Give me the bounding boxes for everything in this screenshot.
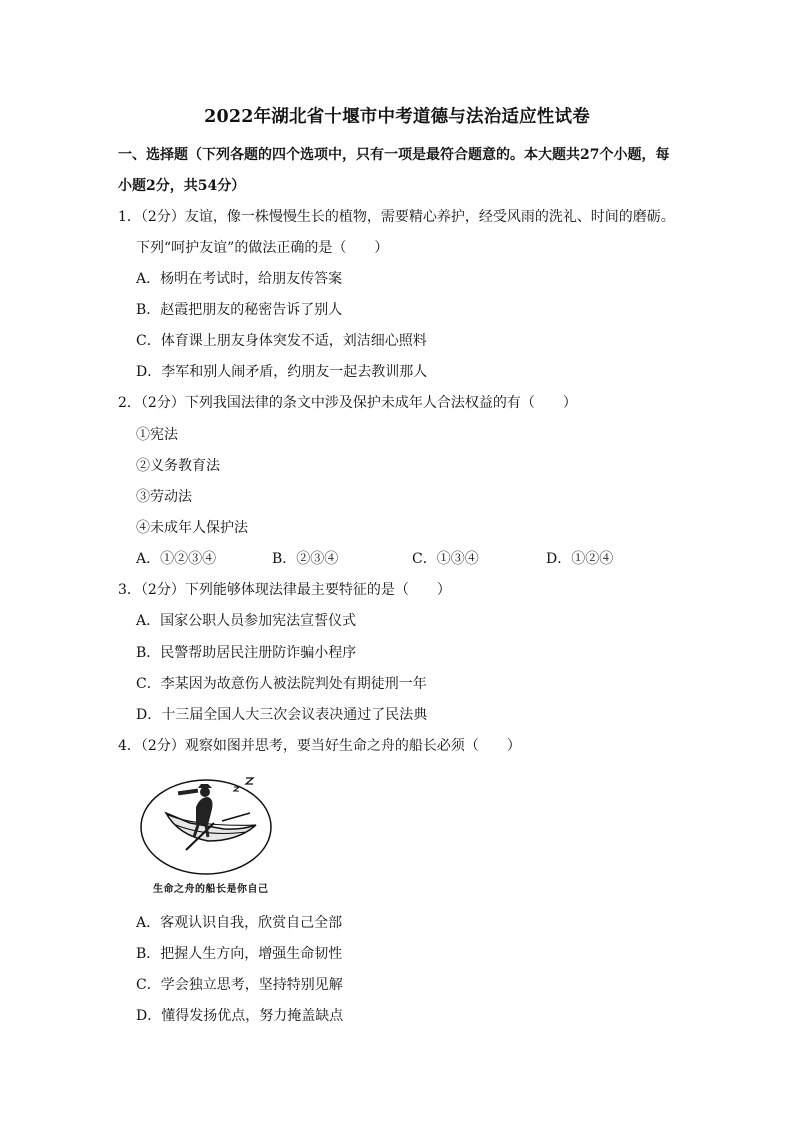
question-1-option-b: B．赵霞把朋友的秘密告诉了别人 [136, 302, 343, 318]
question-2-option-b: B．②③④ [272, 551, 339, 567]
question-4-option-c: C．学会独立思考，坚持特别见解 [136, 977, 343, 993]
question-4-stem: 4．（2分）观察如图并思考，要当好生命之舟的船长必须（ ） [118, 738, 521, 754]
question-1-option-c: C．体育课上朋友身体突发不适，刘洁细心照料 [136, 333, 427, 349]
question-2-option-c: C．①③④ [412, 551, 479, 567]
illustration-caption: 生命之舟的船长是你自己 [153, 884, 269, 895]
question-4-option-a: A．客观认识自我，欣赏自己全部 [136, 915, 343, 931]
question-3-option-c: C．李某因为故意伤人被法院判处有期徒刑一年 [136, 676, 427, 692]
exam-title: 2022年湖北省十堰市中考道德与法治适应性试卷 [204, 107, 590, 127]
question-2-stem: 2．（2分）下列我国法律的条文中涉及保护未成年人合法权益的有（ ） [118, 395, 577, 411]
question-2-item-3: ③劳动法 [136, 489, 192, 505]
question-2-option-a: A．①②③④ [136, 551, 217, 567]
question-2-option-d: D．①②④ [546, 551, 614, 567]
question-1-option-a: A．杨明在考试时，给朋友传答案 [136, 271, 343, 287]
question-1-option-d: D．李军和别人闹矛盾，约朋友一起去教训那人 [136, 364, 428, 380]
question-2-item-1: ①宪法 [136, 427, 178, 443]
section-heading-line-2: 小题2分，共54分） [118, 178, 246, 194]
question-3-stem: 3．（2分）下列能够体现法律最主要特征的是（ ） [118, 582, 451, 598]
section-heading-line-1: 一、选择题（下列各题的四个选项中，只有一项是最符合题意的。本大题共27个小题，每 [118, 147, 670, 163]
question-4-option-d: D．懂得发扬优点，努力掩盖缺点 [136, 1008, 344, 1024]
question-2-item-2: ②义务教育法 [136, 458, 220, 474]
question-1-stem: 1．（2分）友谊，像一株慢慢生长的植物，需要精心养护，经受风雨的洗礼、时间的磨砺。 [118, 209, 675, 225]
question-3-option-d: D．十三届全国人大三次会议表决通过了民法典 [136, 707, 428, 723]
question-2-item-4: ④未成年人保护法 [136, 520, 248, 536]
question-3-option-b: B．民警帮助居民注册防诈骗小程序 [136, 645, 357, 661]
question-3-option-a: A．国家公职人员参加宪法宣誓仪式 [136, 613, 357, 629]
question-1-stem-cont: 下列“呵护友谊”的做法正确的是（ ） [136, 240, 389, 256]
question-4-option-b: B．把握人生方向，增强生命韧性 [136, 946, 343, 962]
